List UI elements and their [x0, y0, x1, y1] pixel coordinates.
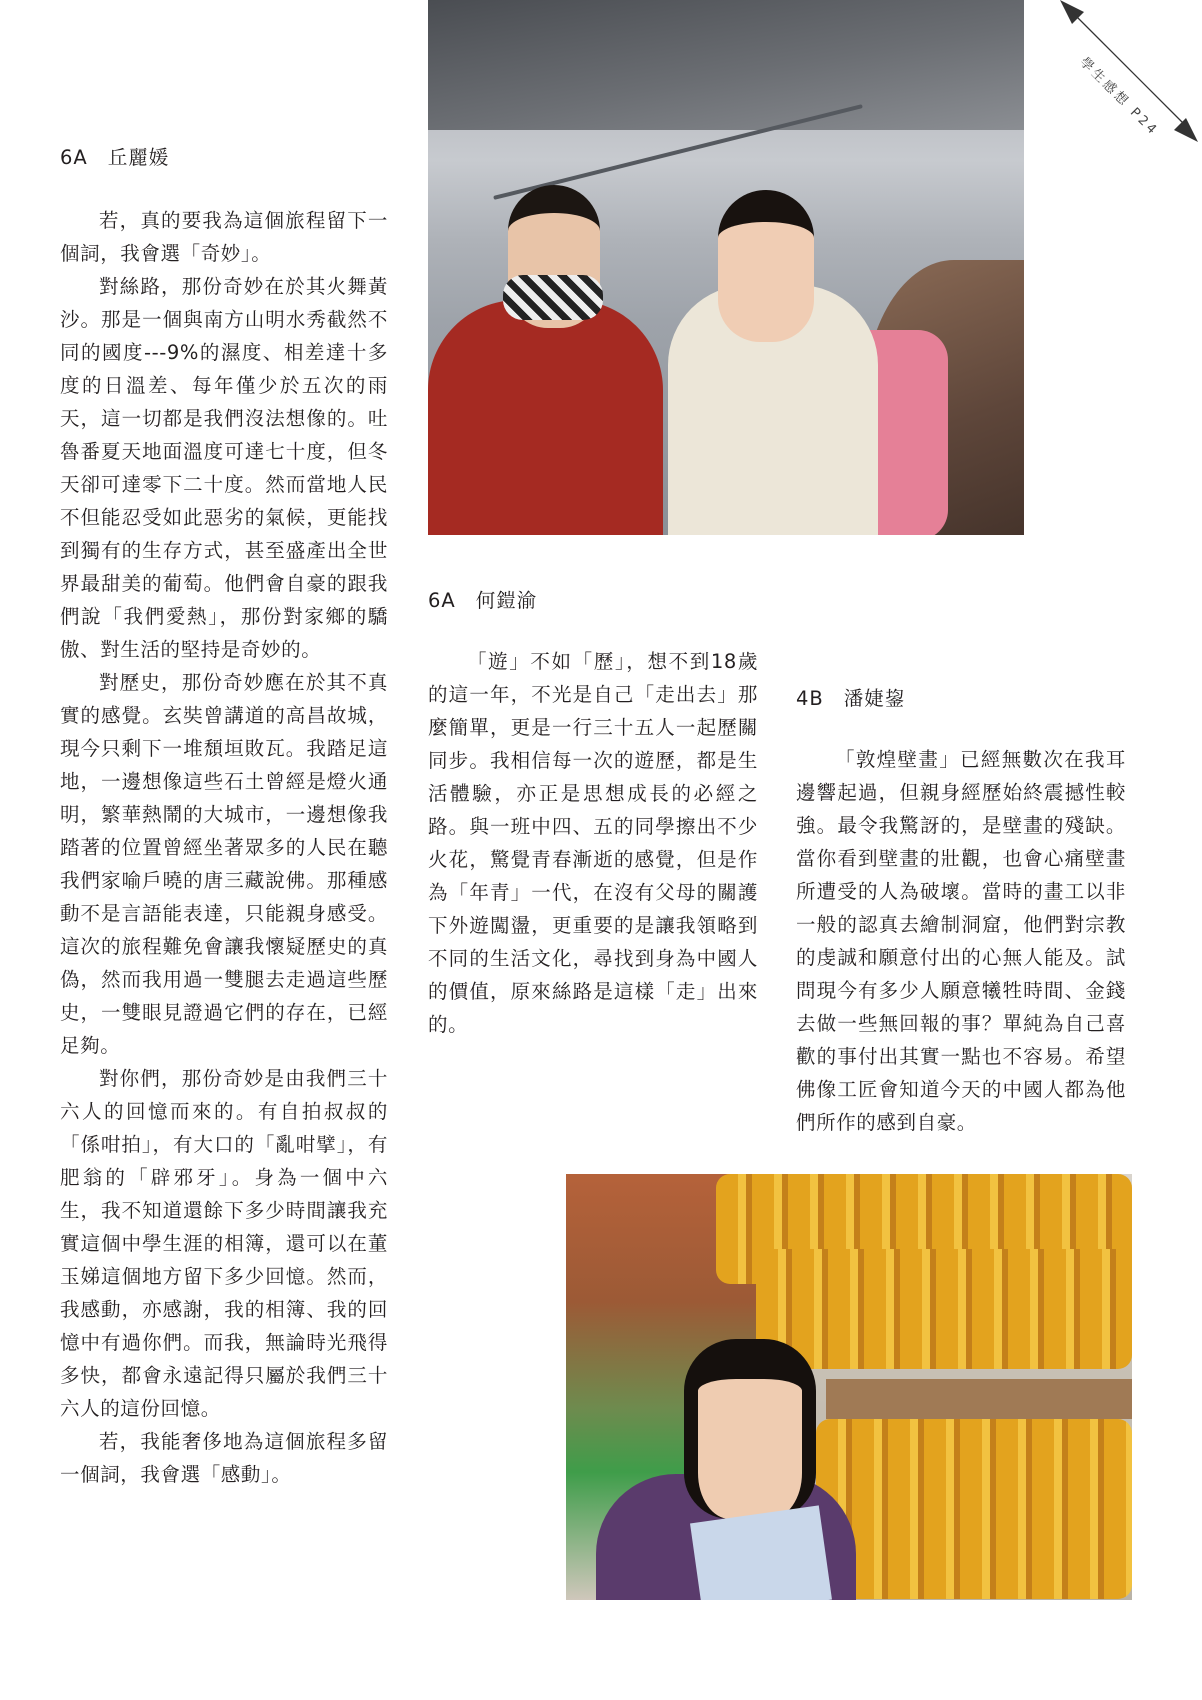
article-2 [428, 585, 758, 1041]
page-marker [1052, 0, 1202, 150]
corner-arrows-icon [1052, 0, 1202, 150]
article-1-author: 6A 丘麗媛 [60, 146, 170, 169]
article-2-author: 6A 何鎧渝 [428, 589, 538, 612]
article-1 [60, 142, 388, 1491]
article-1-paragraph: 若，我能奢侈地為這個旅程多留一個詞，我會選「感動」。 [60, 1430, 388, 1486]
page-number-label: 學生感想 P24 [1076, 54, 1162, 140]
article-3-author: 4B 潘婕鋆 [796, 687, 906, 710]
article-1-paragraph: 若，真的要我為這個旅程留下一個詞，我會選「奇妙」。 [60, 209, 388, 265]
lake-photo [428, 0, 1024, 535]
article-1-paragraph: 對絲路，那份奇妙在於其火舞黃沙。那是一個與南方山明水秀截然不同的國度---9%的濕度、相差達十多度的日溫差、每年僅少於五次的雨天，這一切都是我們沒法想像的。吐魯番夏天地面溫度可達七十度，但冬天卻可達零下二十度。然而當地人民不但能忍受如此惡劣的氣候，更能找到獨有的生存方式，甚至盛產出全世界最甜美的葡萄。他們會自豪的跟我們說「我們愛熱」，那份對家鄉的驕傲、對生活的堅持是奇妙的。 [60, 275, 388, 661]
article-3-paragraph: 「敦煌壁畫」已經無數次在我耳邊響起過，但親身經歷始終震撼性較強。最令我驚訝的，是壁畫的殘缺。當你看到壁畫的壯觀，也會心痛壁畫所遭受的人為破壞。當時的畫工以非一般的認真去繪制洞窟，他們對宗教的虔誠和願意付出的心無人能及。試問現今有多少人願意犧牲時間、金錢去做一些無回報的事？單純為自己喜歡的事付出其實一點也不容易。希望佛像工匠會知道今天的中國人都為他們所作的感到自豪。 [796, 748, 1126, 1134]
article-1-paragraph: 對歷史，那份奇妙應在於其不真實的感覺。玄奘曾講道的高昌故城，現今只剩下一堆頹垣敗瓦。我踏足這地，一邊想像這些石土曾經是燈火通明，繁華熱鬧的大城市，一邊想像我踏著的位置曾經坐著眾多的人民在聽我們家喻戶曉的唐三藏說佛。那種感動不是言語能表達，只能親身感受。這次的旅程難免會讓我懷疑歷史的真偽，然而我用過一雙腿去走過這些歷史，一雙眼見證過它們的存在，已經足夠。 [60, 671, 388, 1057]
article-1-paragraph: 對你們，那份奇妙是由我們三十六人的回憶而來的。有自拍叔叔的「係咁拍」，有大口的「亂咁擘」，有肥翁的「辟邪牙」。身為一個中六生，我不知道還餘下多少時間讓我充實這個中學生涯的相簿，還可以在董玉娣這個地方留下多少回憶。然而，我感動，亦感謝，我的相簿、我的回憶中有過你們。而我，無論時光飛得多快，都會永遠記得只屬於我們三十六人的這份回憶。 [60, 1067, 388, 1420]
article-3 [796, 683, 1126, 1139]
article-2-paragraph: 「遊」不如「歷」，想不到18歲的這一年，不光是自己「走出去」那麼簡單，更是一行三十五人一起歷關同步。我相信每一次的遊歷，都是生活體驗，亦正是思想成長的必經之路。與一班中四、五的同學擦出不少火花，驚覺青春漸逝的感覺，但是作為「年青」一代，在沒有父母的關護下外遊闖盪，更重要的是讓我領略到不同的生活文化，尋找到身為中國人的價值，原來絲路是這樣「走」出來的。 [428, 650, 758, 1036]
corn-photo [566, 1174, 1132, 1600]
